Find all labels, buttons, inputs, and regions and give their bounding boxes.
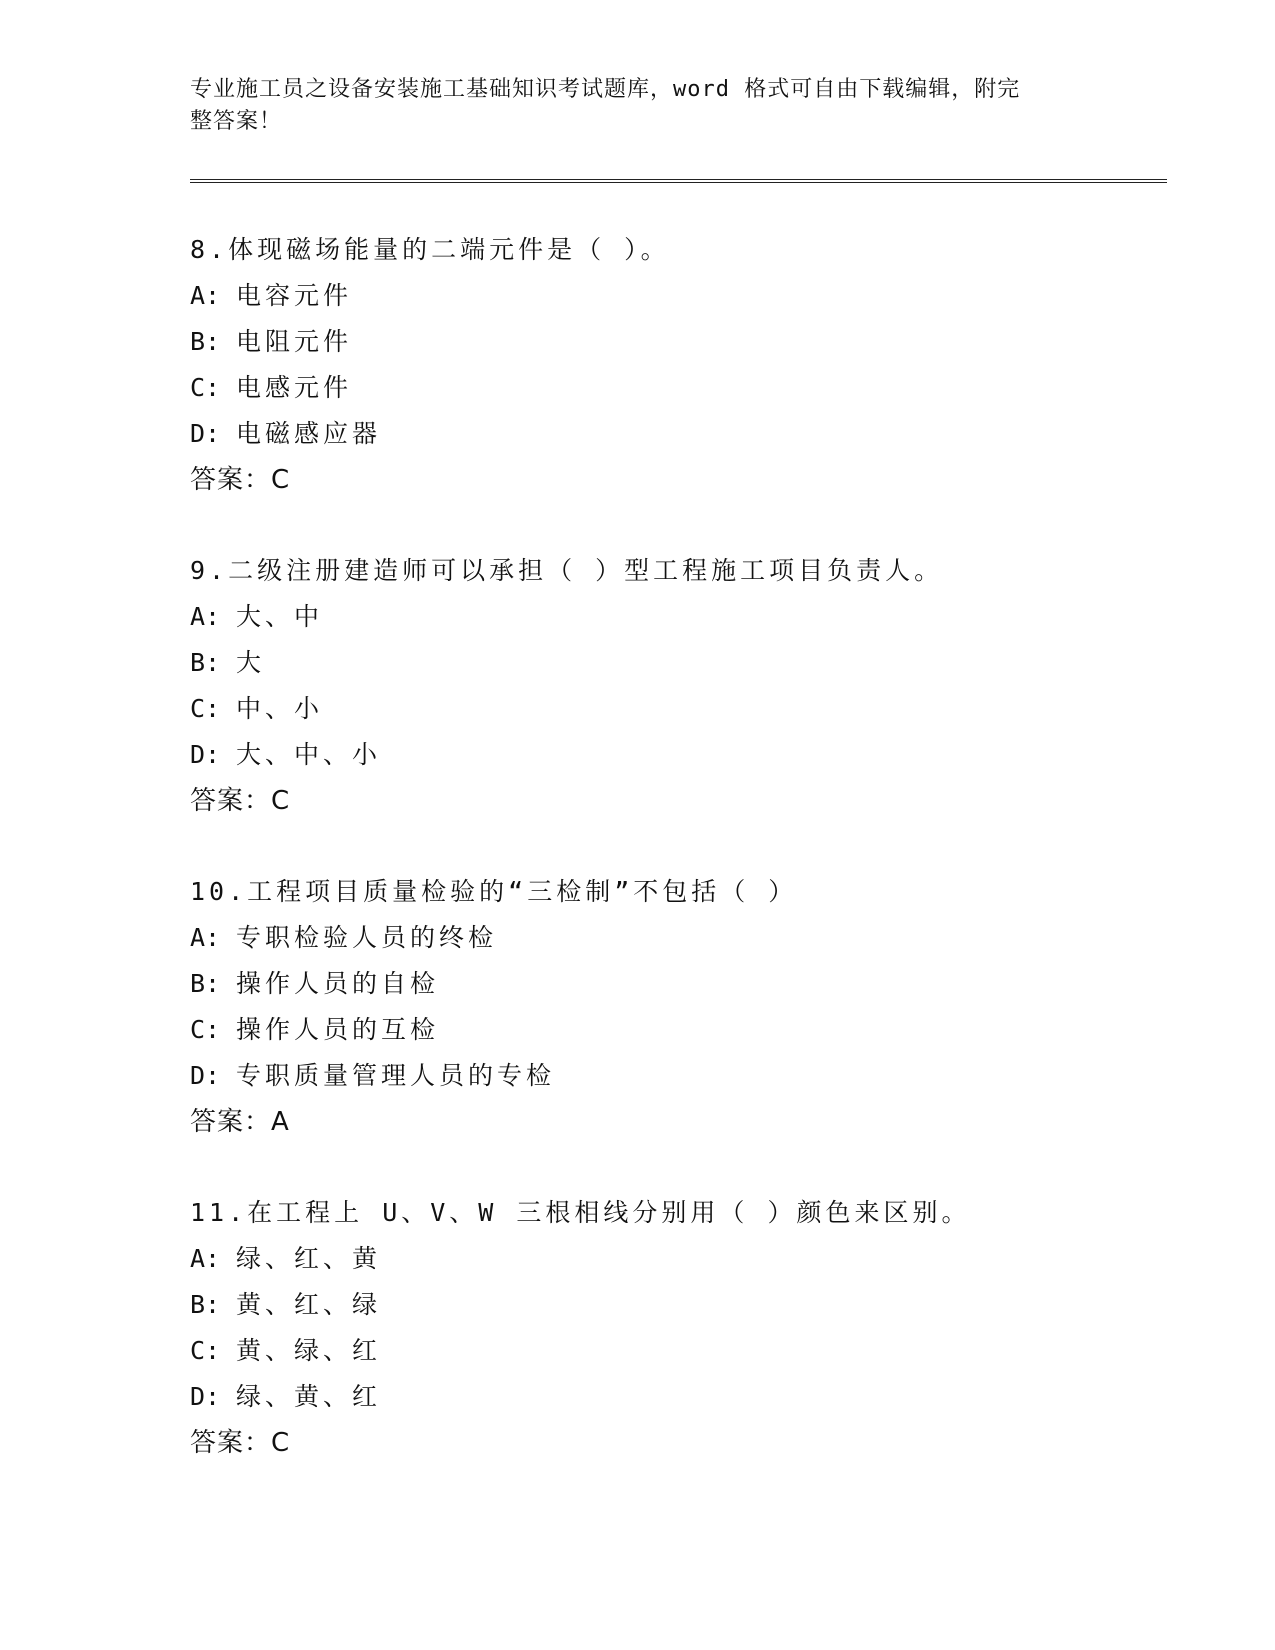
answer-line bbox=[190, 778, 1190, 824]
option-a bbox=[190, 273, 1190, 319]
answer-value: A bbox=[271, 1107, 290, 1137]
option-label: C: bbox=[190, 1015, 221, 1044]
option-label: A: bbox=[190, 923, 221, 952]
answer-value: C bbox=[271, 1428, 291, 1458]
option-c bbox=[190, 1328, 1190, 1374]
question-11 bbox=[190, 1190, 1190, 1466]
question-9 bbox=[190, 548, 1190, 824]
header-divider bbox=[190, 179, 1167, 183]
option-text: 大、中、小 bbox=[236, 740, 382, 769]
option-text: 电容元件 bbox=[236, 281, 353, 310]
answer-label: 答案： bbox=[190, 1428, 272, 1458]
option-label: A: bbox=[190, 1244, 221, 1273]
option-label: D: bbox=[190, 740, 221, 769]
option-text: 黄、绿、红 bbox=[236, 1336, 382, 1365]
option-a bbox=[190, 915, 1190, 961]
option-label: B: bbox=[190, 327, 221, 356]
option-a bbox=[190, 594, 1190, 640]
option-text: 绿、黄、红 bbox=[236, 1382, 382, 1411]
option-label: A: bbox=[190, 281, 221, 310]
answer-value: C bbox=[271, 465, 291, 495]
option-text: 中、小 bbox=[236, 694, 324, 723]
option-d bbox=[190, 411, 1190, 457]
option-label: B: bbox=[190, 969, 221, 998]
option-c bbox=[190, 1007, 1190, 1053]
option-text: 电感元件 bbox=[236, 373, 353, 402]
question-title: 11.在工程上 U、V、W 三根相线分别用（ ）颜色来区别。 bbox=[190, 1198, 971, 1227]
option-label: C: bbox=[190, 1336, 221, 1365]
option-text: 大、中 bbox=[236, 602, 324, 631]
option-a bbox=[190, 1236, 1190, 1282]
answer-line bbox=[190, 1420, 1190, 1466]
option-text: 电阻元件 bbox=[236, 327, 353, 356]
option-c bbox=[190, 686, 1190, 732]
answer-label: 答案： bbox=[190, 1107, 272, 1137]
option-text: 操作人员的互检 bbox=[236, 1015, 440, 1044]
option-text: 大 bbox=[236, 648, 266, 677]
option-b bbox=[190, 640, 1190, 686]
question-10 bbox=[190, 869, 1190, 1145]
option-label: B: bbox=[190, 648, 221, 677]
option-d bbox=[190, 1053, 1190, 1099]
option-b bbox=[190, 1282, 1190, 1328]
option-d bbox=[190, 1374, 1190, 1420]
header-line-1: 专业施工员之设备安装施工基础知识考试题库，word 格式可自由下载编辑，附完 bbox=[190, 77, 1021, 102]
option-text: 操作人员的自检 bbox=[236, 969, 440, 998]
question-title: 8.体现磁场能量的二端元件是（ ）。 bbox=[190, 235, 670, 264]
option-label: B: bbox=[190, 1290, 221, 1319]
answer-value: C bbox=[271, 786, 291, 816]
option-label: C: bbox=[190, 694, 221, 723]
answer-label: 答案： bbox=[190, 786, 272, 816]
document-header bbox=[190, 74, 1090, 138]
answer-line bbox=[190, 1099, 1190, 1145]
option-label: D: bbox=[190, 419, 221, 448]
option-b bbox=[190, 319, 1190, 365]
question-8 bbox=[190, 227, 1190, 503]
header-line-2: 整答案！ bbox=[190, 109, 283, 134]
option-label: A: bbox=[190, 602, 221, 631]
option-text: 绿、红、黄 bbox=[236, 1244, 382, 1273]
option-text: 黄、红、绿 bbox=[236, 1290, 382, 1319]
option-label: C: bbox=[190, 373, 221, 402]
option-d bbox=[190, 732, 1190, 778]
option-label: D: bbox=[190, 1061, 221, 1090]
answer-label: 答案： bbox=[190, 465, 272, 495]
option-text: 电磁感应器 bbox=[236, 419, 382, 448]
option-b bbox=[190, 961, 1190, 1007]
option-label: D: bbox=[190, 1382, 221, 1411]
question-title: 10.工程项目质量检验的“三检制”不包括（ ） bbox=[190, 877, 798, 906]
option-c bbox=[190, 365, 1190, 411]
question-title: 9.二级注册建造师可以承担（ ）型工程施工项目负责人。 bbox=[190, 556, 944, 585]
answer-line bbox=[190, 457, 1190, 503]
option-text: 专职检验人员的终检 bbox=[236, 923, 498, 952]
option-text: 专职质量管理人员的专检 bbox=[236, 1061, 556, 1090]
